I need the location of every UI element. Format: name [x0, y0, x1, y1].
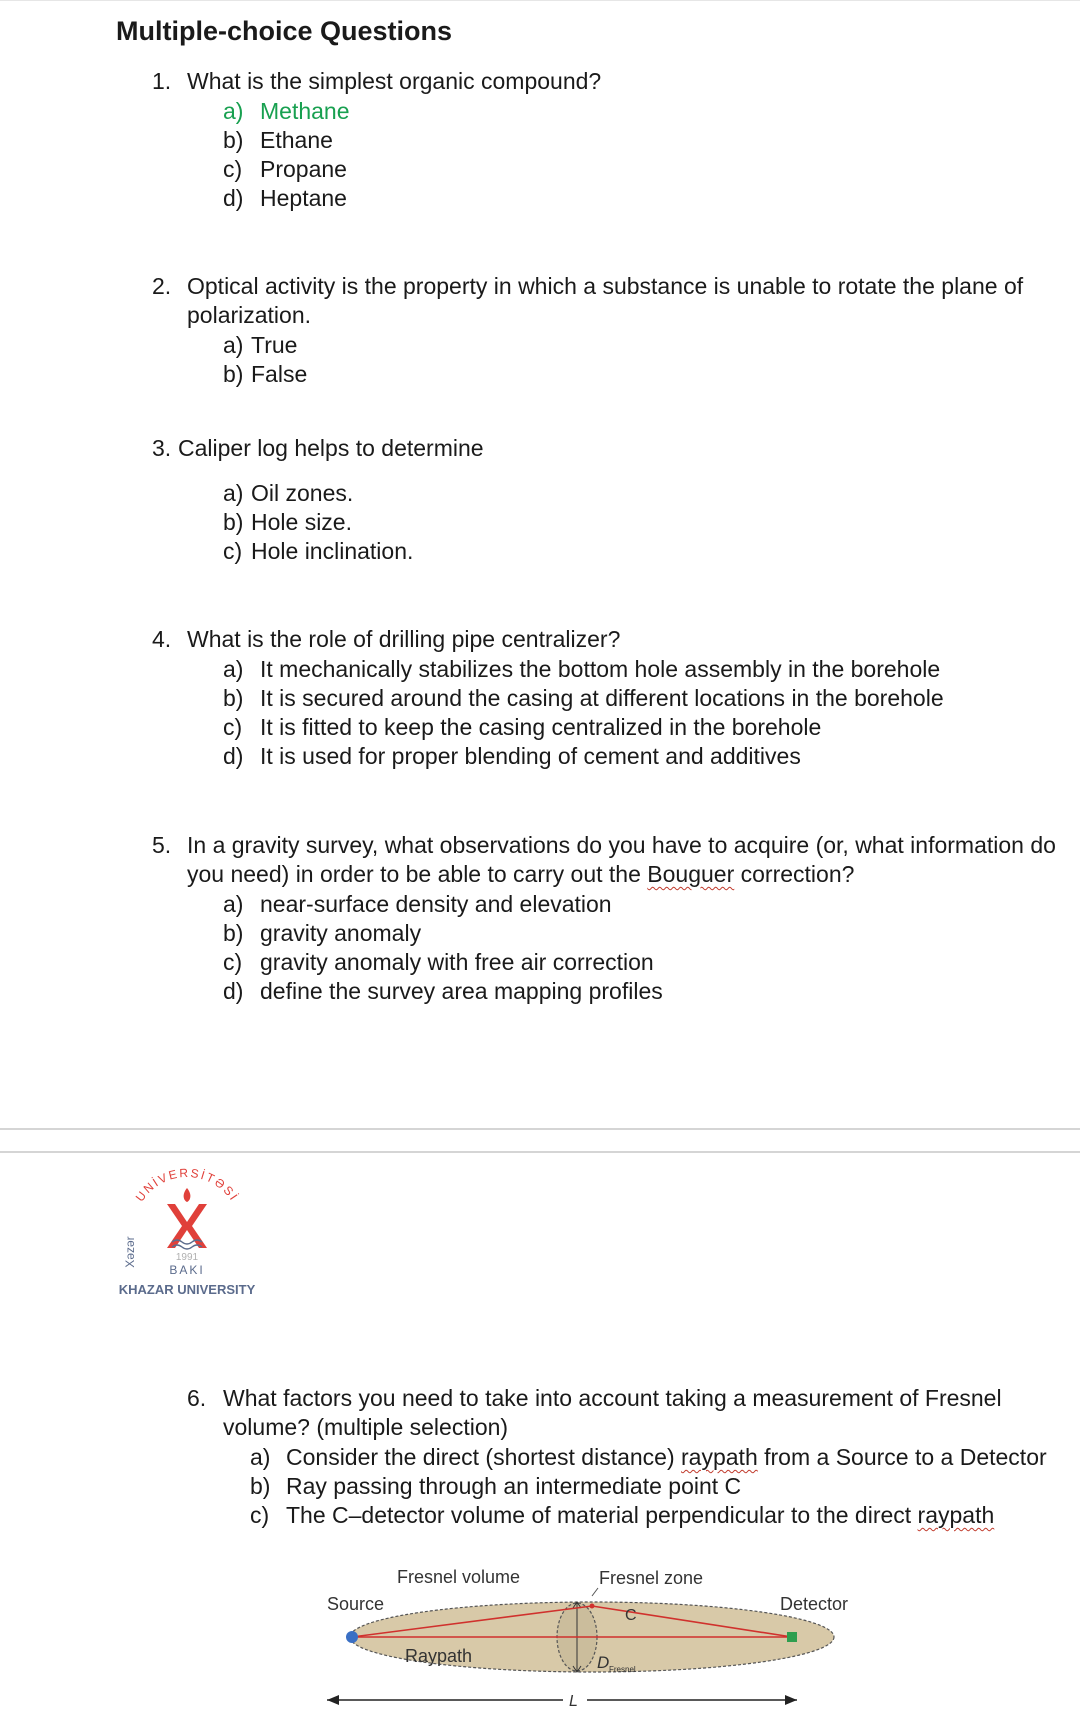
option: c) The C–detector volume of material perpendicular to the direct raypath: [250, 1502, 995, 1528]
fresnel-zone-label: Fresnel zone: [599, 1568, 704, 1588]
option: a) near-surface density and elevation: [223, 891, 612, 917]
option: a) Oil zones.: [223, 480, 354, 506]
detector-label: Detector: [780, 1594, 849, 1614]
option: c) Hole inclination.: [223, 538, 414, 564]
point-c: [590, 1604, 595, 1609]
spellcheck-word: Bouguer: [647, 861, 735, 887]
option: c) Propane: [223, 156, 347, 182]
length-label: L: [569, 1693, 578, 1710]
option: b) It is secured around the casing at different locations in the borehole: [223, 685, 944, 711]
question-number: 5.: [152, 832, 172, 858]
question-number: 2.: [152, 273, 172, 299]
option: d) Heptane: [223, 185, 347, 211]
c-label: C: [625, 1607, 637, 1624]
logo-year: 1991: [175, 1252, 199, 1263]
option: a) Consider the direct (shortest distance) raypath from a Source to a Detector: [250, 1444, 1047, 1470]
question-1: [152, 67, 1052, 213]
question-text: What is the role of drilling pipe centralizer?: [187, 626, 621, 652]
logo-left-text: Xəzər: [123, 1236, 137, 1268]
fresnel-diagram: [315, 1562, 875, 1712]
spellcheck-word: raypath: [681, 1444, 758, 1470]
option: b) Hole size.: [223, 509, 352, 535]
option: c) gravity anomaly with free air correction: [223, 949, 654, 975]
question-text: What factors you need to take into account taking a measurement of Fresnel volume? (multiple selection): [223, 1385, 1002, 1440]
d-label: D: [597, 1653, 610, 1672]
page-break-line: [0, 1128, 1080, 1130]
option-correct: a) Methane: [223, 98, 350, 124]
question-4: [152, 625, 1072, 771]
option: a) True: [223, 332, 298, 358]
university-logo: [112, 1160, 262, 1300]
option: d) It is used for proper blending of cement and additives: [223, 743, 801, 769]
raypath-label: Raypath: [405, 1646, 473, 1666]
option: b) Ray passing through an intermediate point C: [250, 1473, 742, 1499]
d-subscript: Fresnel: [609, 1665, 636, 1674]
question-5: [152, 831, 1072, 1006]
question-number: 1.: [152, 68, 172, 94]
spellcheck-word: raypath: [917, 1502, 995, 1528]
option: c) It is fitted to keep the casing centralized in the borehole: [223, 714, 822, 740]
source-label: Source: [327, 1594, 385, 1614]
question-6: [187, 1384, 1077, 1530]
page-title: Multiple-choice Questions: [116, 16, 453, 46]
question-3: [152, 434, 1052, 566]
question-text: Caliper log helps to determine: [178, 435, 484, 461]
detector-point: [787, 1632, 797, 1642]
question-text: In a gravity survey, what observations do you have to acquire (or, what information do you need) in order to be able to carry out the Bouguer correction?: [187, 832, 1056, 887]
question-2: [152, 272, 1072, 389]
page-break-line: [0, 1151, 1080, 1153]
source-point: [346, 1631, 358, 1643]
question-text: Optical activity is the property in which a substance is unable to rotate the plane of polarization.: [187, 273, 1024, 328]
option: b) False: [223, 361, 308, 387]
fresnel-volume-label: Fresnel volume: [397, 1567, 521, 1587]
option: b) gravity anomaly: [223, 920, 422, 946]
option: a) It mechanically stabilizes the bottom hole assembly in the borehole: [223, 656, 941, 682]
option: d) define the survey area mapping profiles: [223, 978, 663, 1004]
x-mark-icon: [167, 1204, 207, 1249]
logo-arc-text: UNİVERSİTƏSİ: [132, 1165, 242, 1205]
flame-icon: [184, 1188, 191, 1202]
question-number: 3.: [152, 435, 172, 461]
option: b) Ethane: [223, 127, 333, 153]
question-number: 6.: [187, 1385, 207, 1411]
logo-caption: KHAZAR UNIVERSITY: [118, 1282, 256, 1297]
question-text: What is the simplest organic compound?: [187, 68, 602, 94]
question-number: 4.: [152, 626, 172, 652]
top-border: [0, 0, 1080, 1]
logo-city: BAKI: [169, 1263, 205, 1277]
